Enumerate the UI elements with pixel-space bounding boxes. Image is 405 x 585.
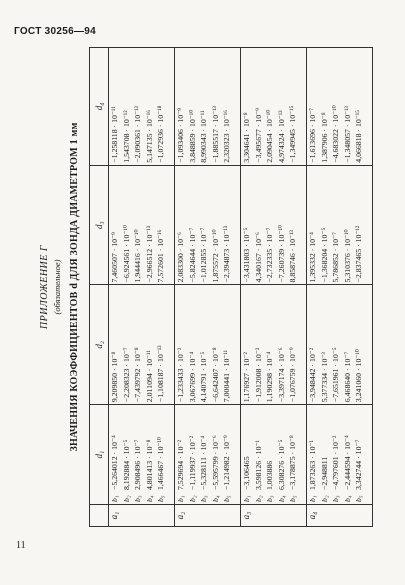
coefficient-value: −3,431803 · 10⁻⁵ — [242, 227, 251, 283]
coefficient-line — [132, 287, 144, 402]
coefficient-value: 4,066818 · 10⁻¹⁵ — [354, 110, 363, 163]
coefficient-line — [221, 407, 233, 502]
coefficient-value: −3,397174 · 10⁻⁶ — [276, 347, 286, 403]
coefficient-line — [187, 287, 199, 402]
b-index-label: b₂ — [253, 495, 263, 503]
coefficient-line — [144, 168, 156, 283]
coefficient-line — [319, 287, 331, 402]
row-label: a₁ — [109, 505, 175, 527]
coefficient-line — [330, 287, 342, 402]
coefficient-value: −4,797601 · 10⁻² — [331, 435, 340, 491]
coefficient-line — [210, 168, 222, 283]
b-index-label: b₃ — [199, 495, 208, 503]
coefficient-value: −2,208323 · 10⁻⁷ — [121, 347, 131, 403]
coefficient-value: −6,642407 · 10⁻⁸ — [210, 347, 220, 403]
header-cell-d2: d₂ — [90, 285, 109, 405]
coefficient-value: −1,613696 · 10⁻⁷ — [308, 107, 317, 163]
coefficient-line — [287, 168, 299, 283]
coefficient-value: 1,003886 — [265, 460, 274, 491]
table-cell — [241, 165, 307, 285]
coefficient-value: 5,786852 · 10⁻⁷ — [331, 232, 340, 283]
coefficient-value: −1,258118 · 10⁻¹¹ — [110, 106, 119, 163]
coefficient-line — [330, 407, 342, 502]
coefficient-line — [221, 50, 233, 163]
coefficient-value: 6,468640 · 10⁻⁷ — [342, 351, 352, 403]
table-cell — [307, 48, 373, 166]
coefficient-line — [342, 168, 354, 283]
table-row — [109, 48, 175, 527]
coefficient-line — [155, 287, 167, 402]
coefficient-value: 7,000441 · 10⁻¹¹ — [222, 349, 231, 403]
rotated-page-body — [37, 47, 367, 527]
appendix-title: ПРИЛОЖЕНИЕ Г — [39, 244, 50, 330]
b-index-label: b₅ — [156, 495, 165, 503]
b-index-label: b₅ — [288, 495, 297, 503]
coefficient-line — [253, 407, 265, 502]
coefficient-value: −1,233433 · 10⁻³ — [176, 347, 185, 403]
coefficient-value: −1,912008 · 10⁻³ — [253, 347, 263, 403]
coefficient-line — [241, 50, 253, 163]
coefficient-value: 4,140791 · 10⁻⁵ — [199, 351, 208, 403]
b-index-label: b₄ — [342, 495, 352, 503]
coefficient-line — [307, 50, 319, 163]
coefficient-value: 3,067699 · 10⁻⁴ — [187, 351, 197, 403]
table-cell — [175, 165, 241, 285]
header-cell-empty — [90, 505, 109, 527]
coefficient-value: 4,801413 · 10⁻⁸ — [144, 439, 154, 491]
coefficient-value: −1,214982 · 10⁻⁹ — [222, 435, 231, 491]
b-index-label: b₁ — [110, 495, 119, 503]
coefficient-value: 8,192884 · 10⁻⁵ — [121, 439, 131, 491]
coefficient-line — [253, 168, 265, 283]
b-index-label: b₃ — [331, 495, 340, 503]
coefficient-value: −2,837465 · 10⁻¹² — [354, 225, 363, 283]
b-index-label: b₅ — [354, 495, 363, 503]
coefficient-line — [241, 168, 253, 283]
coefficient-line — [276, 287, 288, 402]
coefficient-value: −1,012855 · 10⁻⁷ — [199, 227, 208, 283]
coefficient-value: 3,598126 · 10⁻¹ — [253, 440, 263, 491]
coefficient-line — [353, 50, 365, 163]
coefficient-line — [276, 168, 288, 283]
appendix-status: (обязательное) — [52, 259, 62, 315]
row-label: a₃ — [241, 505, 307, 527]
coefficient-value: 1,395332 · 10⁻⁴ — [308, 232, 317, 283]
coefficient-line — [187, 50, 199, 163]
b-index-label: b₂ — [187, 495, 197, 503]
table-header-row — [90, 48, 109, 527]
table-cell — [307, 285, 373, 405]
table-title: ЗНАЧЕНИЯ КОЭФФИЦИЕНТОВ d ДЛЯ ЗОНДА ДИАМЕТРОМ 1 мм — [69, 122, 80, 452]
coefficient-line — [144, 287, 156, 402]
table-row — [175, 48, 241, 527]
coefficient-value: 1,466467 · 10⁻¹⁰ — [156, 436, 165, 491]
coefficient-value: 9,209850 · 10⁻⁸ — [110, 351, 119, 403]
coefficient-value: −7,651961 · 10⁻⁵ — [331, 347, 340, 403]
coefficient-value: −2,948811 — [319, 456, 329, 491]
coefficient-line — [276, 407, 288, 502]
coefficient-line — [241, 407, 253, 502]
coefficient-value: −2,394873 · 10⁻¹³ — [222, 225, 231, 283]
coefficient-line — [253, 50, 265, 163]
coefficient-line — [144, 50, 156, 163]
coefficient-value: 3,848859 · 10⁻¹⁰ — [187, 109, 197, 163]
table-cell — [241, 405, 307, 505]
coefficient-line — [342, 287, 354, 402]
coefficient-line — [353, 407, 365, 502]
coefficient-value: −1,119937 · 10⁻² — [187, 435, 197, 491]
coefficient-line — [132, 407, 144, 502]
coefficient-value: 8,858746 · 10⁻¹³ — [288, 230, 297, 283]
coefficient-line — [353, 168, 365, 283]
b-index-label: b₁ — [242, 495, 251, 503]
coefficient-line — [307, 407, 319, 502]
coefficient-value: −7,439792 · 10⁻⁸ — [133, 347, 142, 403]
coefficient-value: −3,495677 · 10⁻⁹ — [253, 107, 263, 163]
coefficient-value: 7,460507 · 10⁻⁹ — [110, 232, 119, 283]
page-number: 11 — [16, 540, 26, 551]
coefficient-line — [121, 50, 133, 163]
coefficient-line — [132, 50, 144, 163]
coefficient-value: −1,885517 · 10⁻¹³ — [210, 106, 220, 163]
coefficient-value: −1,076759 · 10⁻⁹ — [288, 347, 297, 403]
coefficient-line — [241, 287, 253, 402]
coefficient-value: 8,990343 · 10⁻¹¹ — [199, 110, 208, 163]
coefficient-value: 1,873263 · 10⁻¹ — [308, 440, 317, 491]
coefficient-value: −1,093406 · 10⁻⁹ — [176, 107, 185, 163]
table-cell — [109, 405, 175, 505]
coefficient-value: 3,304641 · 10⁻⁸ — [242, 112, 251, 163]
table-cell — [175, 285, 241, 405]
coefficient-line — [144, 407, 156, 502]
coefficient-line — [264, 50, 276, 163]
coefficient-line — [121, 168, 133, 283]
coefficient-value: −5,264012 · 10⁻⁴ — [110, 435, 119, 491]
coefficient-value: 5,310376 · 10⁻¹⁰ — [342, 229, 352, 283]
coefficient-line — [175, 168, 187, 283]
coefficient-line — [210, 407, 222, 502]
table-row — [307, 48, 373, 527]
coefficient-table — [89, 47, 373, 527]
coefficient-line — [175, 50, 187, 163]
b-index-label: b₄ — [144, 495, 154, 503]
coefficient-value: 5,377334 · 10⁻³ — [319, 352, 329, 403]
table-cell — [307, 165, 373, 285]
coefficient-value: 4,340167 · 10⁻⁶ — [253, 232, 263, 283]
coefficient-value: 4,974324 · 10⁻¹³ — [276, 110, 286, 163]
b-index-label: b₃ — [133, 495, 142, 503]
coefficient-value: −2,444594 · 10⁻⁴ — [342, 435, 352, 491]
coefficient-value: −1,368204 · 10⁻⁵ — [319, 227, 329, 283]
coefficient-line — [287, 407, 299, 502]
b-index-label: b₂ — [319, 495, 329, 503]
coefficient-line — [307, 287, 319, 402]
coefficient-value: 7,529694 · 10⁻² — [176, 440, 185, 491]
coefficient-value: −3,178875 · 10⁻⁸ — [288, 435, 297, 491]
b-index-label: b₅ — [222, 495, 231, 503]
b-index-label: b₂ — [121, 495, 131, 503]
coefficient-value: −5,824644 · 10⁻⁷ — [187, 227, 197, 283]
coefficient-value: −1,348057 · 10⁻¹³ — [342, 106, 352, 163]
coefficient-line — [198, 50, 210, 163]
coefficient-value: 2,320323 · 10⁻¹⁶ — [222, 110, 231, 163]
coefficient-value: 3,342744 · 10⁻⁷ — [354, 439, 363, 491]
coefficient-line — [198, 407, 210, 502]
coefficient-line — [155, 50, 167, 163]
coefficient-line — [187, 407, 199, 502]
coefficient-value: −2,732335 · 10⁻⁷ — [265, 227, 274, 283]
coefficient-line — [155, 168, 167, 283]
coefficient-line — [330, 50, 342, 163]
document-header: ГОСТ 30256—94 — [14, 26, 97, 37]
coefficient-line — [330, 168, 342, 283]
coefficient-line — [210, 287, 222, 402]
coefficient-value: −3,106465 — [242, 456, 251, 491]
coefficient-value: 2,011094 · 10⁻¹¹ — [144, 350, 154, 403]
b-index-label: b₄ — [276, 495, 286, 503]
coefficient-line — [132, 168, 144, 283]
coefficient-line — [221, 168, 233, 283]
table-cell — [241, 48, 307, 166]
coefficient-value: 1,190298 · 10⁻⁴ — [265, 351, 274, 403]
coefficient-value: −1,072936 · 10⁻¹⁸ — [156, 105, 165, 163]
coefficient-line — [198, 168, 210, 283]
table-cell — [175, 405, 241, 505]
coefficient-value: 2,908496 · 10⁻⁷ — [133, 439, 142, 491]
header-cell-d1: d₁ — [90, 405, 109, 505]
coefficient-line — [342, 50, 354, 163]
b-index-label: b₁ — [176, 495, 185, 503]
coefficient-line — [264, 168, 276, 283]
coefficient-line — [253, 287, 265, 402]
coefficient-line — [109, 287, 121, 402]
coefficient-line — [307, 168, 319, 283]
coefficient-line — [155, 407, 167, 502]
row-label: a₄ — [307, 505, 373, 527]
coefficient-value: 1,944416 · 10⁻¹⁰ — [133, 229, 142, 283]
coefficient-value: 3,241060 · 10⁻¹⁰ — [354, 349, 363, 403]
row-label: a₂ — [175, 505, 241, 527]
coefficient-value: 1,543708 · 10⁻¹² — [121, 110, 131, 163]
coefficient-line — [276, 50, 288, 163]
coefficient-line — [109, 50, 121, 163]
coefficient-line — [121, 287, 133, 402]
table-cell — [241, 285, 307, 405]
coefficient-value: 5,147135 · 10⁻¹⁶ — [144, 110, 154, 163]
coefficient-line — [264, 407, 276, 502]
coefficient-line — [287, 50, 299, 163]
coefficient-line — [264, 287, 276, 402]
table-cell — [307, 405, 373, 505]
header-cell-d4: d₄ — [90, 48, 109, 166]
coefficient-value: −5,595799 · 10⁻⁶ — [210, 435, 220, 491]
table-cell — [109, 48, 175, 166]
b-index-label: b₁ — [308, 495, 317, 503]
coefficient-line — [175, 407, 187, 502]
coefficient-line — [319, 50, 331, 163]
coefficient-line — [198, 287, 210, 402]
b-index-label: b₄ — [210, 495, 220, 503]
coefficient-line — [319, 168, 331, 283]
table-cell — [109, 165, 175, 285]
coefficient-value: 2,083300 · 10⁻⁶ — [176, 232, 185, 283]
coefficient-value: 1,387906 · 10⁻⁸ — [319, 112, 329, 163]
coefficient-value: −6,924561 · 10⁻¹⁰ — [121, 224, 131, 283]
coefficient-line — [109, 407, 121, 502]
table-row — [241, 48, 307, 527]
coefficient-line — [287, 287, 299, 402]
coefficient-value: −1,349945 · 10⁻¹⁵ — [288, 105, 297, 163]
coefficient-line — [109, 168, 121, 283]
coefficient-value: 1,875572 · 10⁻¹⁰ — [210, 229, 220, 283]
coefficient-line — [187, 168, 199, 283]
coefficient-line — [319, 407, 331, 502]
coefficient-value: 2,090454 · 10⁻¹⁰ — [265, 109, 274, 163]
coefficient-value: −3,948442 · 10⁻² — [308, 347, 317, 403]
coefficient-value: −1,108187 · 10⁻¹³ — [156, 345, 165, 403]
coefficient-line — [342, 407, 354, 502]
coefficient-line — [210, 50, 222, 163]
coefficient-line — [175, 287, 187, 402]
coefficient-value: −5,328111 · 10⁻⁴ — [199, 435, 208, 491]
table-cell — [175, 48, 241, 166]
coefficient-line — [221, 287, 233, 402]
coefficient-value: −2,966512 · 10⁻¹³ — [144, 225, 154, 283]
coefficient-value: −7,260739 · 10⁻¹⁰ — [276, 224, 286, 283]
coefficient-value: −4,683022 · 10⁻¹⁰ — [331, 105, 340, 163]
coefficient-value: 1,176927 · 10⁻² — [242, 352, 251, 403]
coefficient-value: −2,090361 · 10⁻¹³ — [133, 106, 142, 163]
table-cell — [109, 285, 175, 405]
coefficient-value: 6,308276 · 10⁻⁵ — [276, 439, 286, 491]
header-cell-d3: d₃ — [90, 165, 109, 285]
b-index-label: b₃ — [265, 495, 274, 503]
coefficient-line — [353, 287, 365, 402]
coefficient-value: 7,572601 · 10⁻¹⁶ — [156, 229, 165, 283]
coefficient-line — [121, 407, 133, 502]
